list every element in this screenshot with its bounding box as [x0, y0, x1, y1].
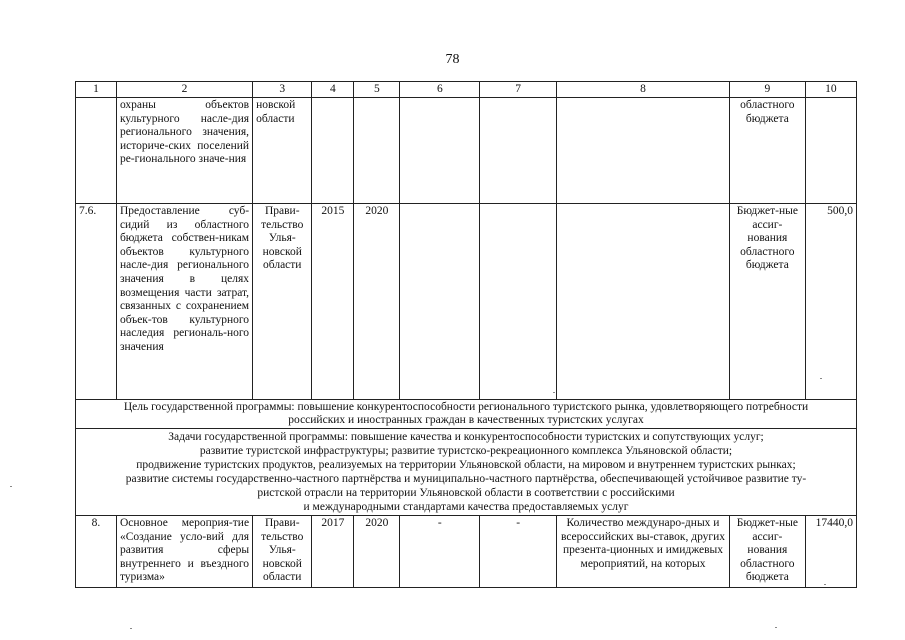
task-line: развитие туристской инфраструктуры; развитие туристско-рекреационного комплекса Ульяновской области; [199, 445, 733, 457]
task-line: и международными стандартами качества предоставляемых услуг [303, 501, 629, 513]
header-cell: 6 [400, 82, 480, 98]
end-year [354, 98, 400, 204]
program-table [75, 81, 857, 588]
header-cell: 1 [76, 82, 117, 98]
header-row [76, 82, 857, 98]
executor: новской области [253, 98, 312, 204]
table-row [76, 98, 857, 204]
end-year: 2020 [354, 516, 400, 588]
row-number: 8. [76, 516, 117, 588]
start-year: 2015 [312, 204, 354, 400]
program-goal-row [76, 400, 857, 429]
funding-source: Бюджет-ные ассиг-нования областного бюджета [730, 204, 806, 400]
header-cell: 8 [557, 82, 730, 98]
scan-speck [824, 584, 826, 585]
start-year: 2017 [312, 516, 354, 588]
scan-speck [820, 378, 822, 379]
task-line: развитие системы государственно-частного партнёрства и муниципально-частного партнёрства, обеспечивающей устойчивое развитие ту- [125, 473, 807, 485]
table-row [76, 204, 857, 400]
task-line: Задачи государственной программы: повышение качества и конкурентоспособности туристских и сопутствующих услуг; [168, 431, 764, 443]
indicator: Количество междунаро-дных и всероссийских вы-ставок, других презента-ционных и имиджевых мероприятий, на которых [557, 516, 730, 588]
goal-line: российских и иностранных граждан в качественных туристских услугах [288, 414, 644, 426]
header-cell: 2 [116, 82, 252, 98]
cell-col6: - [400, 516, 480, 588]
start-year [312, 98, 354, 204]
indicator [557, 98, 730, 204]
header-cell: 10 [805, 82, 856, 98]
header-cell: 9 [730, 82, 806, 98]
activity-name: охраны объектов культурного насле-дия регионального значения, историче-ских поселений ре-гионального значе-ния [116, 98, 252, 204]
scan-speck [130, 628, 132, 629]
cell-col7 [480, 204, 557, 400]
program-goal [76, 400, 857, 429]
funding-amount [805, 98, 856, 204]
activity-name: Предоставление суб-сидий из областного бюджета собствен-никам объектов культурного насле-дия регионального значения в целях возмещения части затрат, связанных с сохранением объек-тов культурного наследия региональ-ного значения [116, 204, 252, 400]
funding-source: областного бюджета [730, 98, 806, 204]
scan-speck [553, 392, 555, 393]
activity-name: Основное мероприя-тие «Создание усло-вий для развития сферы внутреннего и въездного туризма» [116, 516, 252, 588]
funding-source: Бюджет-ные ассиг-нования областного бюджета [730, 516, 806, 588]
row-number: 7.6. [76, 204, 117, 400]
cell-col6 [400, 204, 480, 400]
funding-amount: 17440,0 [805, 516, 856, 588]
cell-col7: - [480, 516, 557, 588]
task-line: ристской отрасли на территории Ульяновской области в соответствии с российскими [257, 487, 675, 499]
cell-col6 [400, 98, 480, 204]
scan-speck [10, 486, 12, 487]
header-cell: 7 [480, 82, 557, 98]
task-line: продвижение туристских продуктов, реализуемых на территории Ульяновской области, на мировом и внутреннем туристских рынках; [136, 459, 796, 471]
row-number [76, 98, 117, 204]
funding-amount: 500,0 [805, 204, 856, 400]
goal-line: Цель государственной программы: повышение конкурентоспособности регионального туристского рынка, удовлетворяющего потребности [123, 401, 809, 413]
scan-speck [775, 627, 777, 628]
program-tasks-row [76, 429, 857, 516]
header-cell: 3 [253, 82, 312, 98]
header-cell: 5 [354, 82, 400, 98]
program-tasks [76, 429, 857, 516]
executor: Прави-тельство Улья-новской области [253, 204, 312, 400]
end-year: 2020 [354, 204, 400, 400]
executor: Прави-тельство Улья-новской области [253, 516, 312, 588]
indicator [557, 204, 730, 400]
table-row [76, 516, 857, 588]
header-cell: 4 [312, 82, 354, 98]
cell-col7 [480, 98, 557, 204]
page-number: 78 [445, 52, 460, 67]
